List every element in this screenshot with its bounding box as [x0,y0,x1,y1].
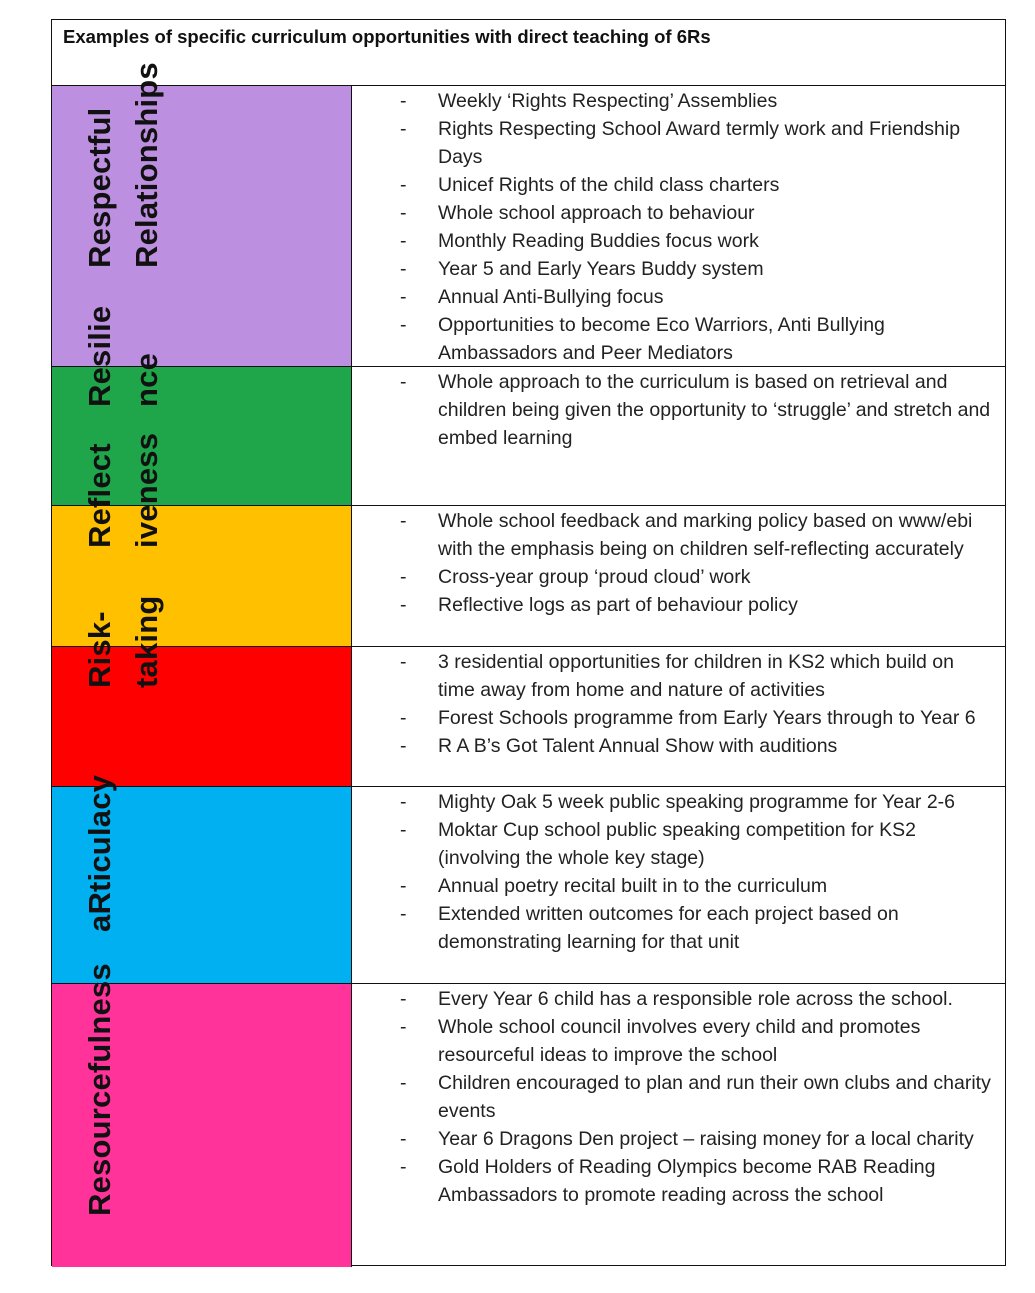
opportunity-list [352,507,993,619]
category-label-line: aRticulacy [82,774,117,932]
list-item-text: Unicef Rights of the child class charters [438,174,780,196]
bullet-dash: - [400,174,407,196]
category-label [76,596,170,689]
category-label-line: iveness [129,432,164,548]
opportunity-list [352,87,993,367]
list-item [352,704,993,732]
table-title: Examples of specific curriculum opportunities with direct teaching of 6Rs [63,26,711,47]
list-item-text: Annual poetry recital built in to the curriculum [438,875,828,897]
bullet-dash: - [400,875,407,897]
category-label-cell [52,963,352,1267]
list-item [352,87,993,115]
bullet-dash: - [400,988,407,1010]
list-item-text: Year 6 Dragons Den project – raising money for a local charity [438,1128,974,1150]
category-label-line: Reflect [82,443,117,548]
category-label-line: Respectful [82,107,117,268]
list-item-text: Forest Schools programme from Early Years through to Year 6 [438,707,976,729]
category-label-line: nce [129,352,164,407]
list-item-text: Whole school approach to behaviour [438,202,755,224]
list-item [352,985,993,1013]
bullet-dash: - [400,118,407,140]
bullet-dash: - [400,510,407,532]
bullet-dash: - [400,594,407,616]
list-item-text: Weekly ‘Rights Respecting’ Assemblies [438,90,778,112]
list-item-text: Gold Holders of Reading Olympics become RAB Reading Ambassadors to promote reading across the school [438,1156,936,1206]
table-header-row [52,20,1005,86]
list-item-text: Children encouraged to plan and run their own clubs and charity events [438,1072,991,1122]
list-item-text: Moktar Cup school public speaking competition for KS2 (involving the whole key stage) [438,819,916,869]
category-label-line: Risk- [82,611,117,688]
opportunities-cell [352,506,1005,646]
list-item-text: Annual Anti-Bullying focus [438,286,664,308]
list-item [352,507,993,563]
list-item [352,227,993,255]
list-item-text: Cross-year group ‘proud cloud’ work [438,566,751,588]
category-label-line: Resilie [82,305,117,407]
bullet-dash: - [400,819,407,841]
opportunity-list [352,648,993,760]
bullet-dash: - [400,258,407,280]
list-item-text: Whole school feedback and marking policy based on www/ebi with the emphasis being on children self-reflecting accurately [438,510,973,560]
opportunity-list [352,368,993,452]
list-item [352,872,993,900]
bullet-dash: - [400,1128,407,1150]
list-item [352,648,993,704]
bullet-dash: - [400,230,407,252]
list-item [352,563,993,591]
bullet-dash: - [400,1072,407,1094]
bullet-dash: - [400,1156,407,1178]
category-label [76,775,123,932]
bullet-dash: - [400,903,407,925]
list-item [352,732,993,760]
bullet-dash: - [400,651,407,673]
bullet-dash: - [400,1016,407,1038]
category-label-line: taking [129,595,164,688]
table-row [52,62,1005,367]
list-item [352,115,993,171]
category-label [76,306,170,407]
opportunities-cell [352,984,1005,1267]
list-item [352,199,993,227]
opportunities-cell [352,647,1005,786]
list-item-text: Rights Respecting School Award termly work and Friendship Days [438,118,961,168]
bullet-dash: - [400,566,407,588]
list-item-text: Year 5 and Early Years Buddy system [438,258,764,280]
category-label-cell [52,774,352,983]
category-label [76,62,170,268]
list-item [352,591,993,619]
list-item [352,255,993,283]
bullet-dash: - [400,286,407,308]
bullet-dash: - [400,735,407,757]
list-item [352,1013,993,1069]
list-item [352,816,993,872]
list-item-text: Whole school council involves every child and promotes resourceful ideas to improve the school [438,1016,921,1066]
list-item [352,368,993,452]
list-item-text: R A B’s Got Talent Annual Show with auditions [438,735,838,757]
category-label-line: Relationships [129,62,164,268]
opportunities-cell [352,86,1005,366]
table-row [52,963,1005,1267]
list-item-text: Extended written outcomes for each project based on demonstrating learning for that unit [438,903,899,953]
list-item-text: Opportunities to become Eco Warriors, Anti Bullying Ambassadors and Peer Mediators [438,314,885,364]
list-item-text: 3 residential opportunities for children in KS2 which build on time away from home and nature of activities [438,651,954,701]
list-item [352,788,993,816]
list-item [352,1069,993,1125]
list-item [352,283,993,311]
bullet-dash: - [400,314,407,336]
opportunities-cell [352,787,1005,983]
list-item [352,311,993,367]
bullet-dash: - [400,371,407,393]
bullet-dash: - [400,202,407,224]
table-row [52,432,1005,647]
bullet-dash: - [400,707,407,729]
list-item-text: Monthly Reading Buddies focus work [438,230,759,252]
table-row [52,774,1005,984]
list-item-text: Reflective logs as part of behaviour policy [438,594,798,616]
opportunity-list [352,788,993,956]
bullet-dash: - [400,90,407,112]
list-item-text: Mighty Oak 5 week public speaking programme for Year 2-6 [438,791,956,813]
opportunities-cell [352,367,1005,505]
opportunity-list [352,985,993,1209]
category-label-line: Resourcefulness [82,963,117,1216]
category-label [76,963,123,1216]
list-item [352,900,993,956]
list-item-text: Every Year 6 child has a responsible role across the school. [438,988,953,1010]
list-item [352,171,993,199]
list-item [352,1153,993,1209]
bullet-dash: - [400,791,407,813]
list-item-text: Whole approach to the curriculum is based on retrieval and children being given the opportunity to ‘struggle’ and stretch and embed learning [438,371,991,449]
category-label-cell [52,595,352,786]
list-item [352,1125,993,1153]
curriculum-table [51,19,1006,1266]
category-label [76,433,170,548]
